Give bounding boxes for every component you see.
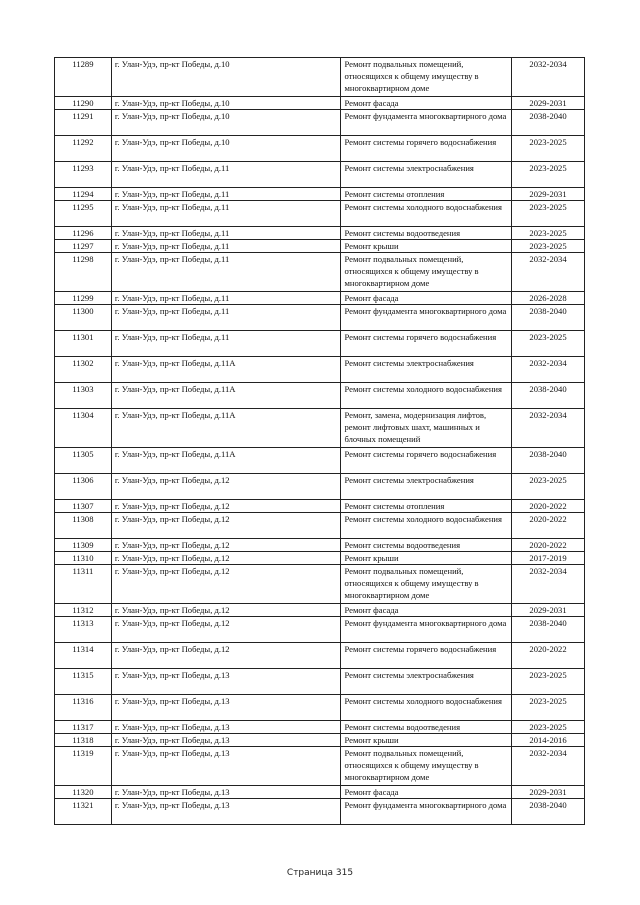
table-row (55, 253, 585, 292)
address-cell: г. Улан-Удэ, пр-кт Победы, д.11А (111, 409, 341, 448)
row-number-cell: 11315 (55, 669, 112, 695)
table-row (55, 604, 585, 617)
period-cell: 2029-2031 (512, 188, 585, 201)
period-cell: 2029-2031 (512, 97, 585, 110)
table-row (55, 474, 585, 500)
period-cell: 2038-2040 (512, 305, 585, 331)
row-number-cell: 11299 (55, 292, 112, 305)
address-cell: г. Улан-Удэ, пр-кт Победы, д.11А (111, 357, 341, 383)
work-type-cell: Ремонт фундамента многоквартирного дома (341, 110, 512, 136)
period-cell: 2023-2025 (512, 331, 585, 357)
period-cell: 2026-2028 (512, 292, 585, 305)
row-number-cell: 11302 (55, 357, 112, 383)
row-number-cell: 11294 (55, 188, 112, 201)
work-type-cell: Ремонт системы электроснабжения (341, 357, 512, 383)
table-row (55, 448, 585, 474)
table-row (55, 240, 585, 253)
row-number-cell: 11297 (55, 240, 112, 253)
row-number-cell: 11295 (55, 201, 112, 227)
work-type-cell: Ремонт системы горячего водоснабжения (341, 448, 512, 474)
row-number-cell: 11313 (55, 617, 112, 643)
table-row (55, 513, 585, 539)
period-cell: 2023-2025 (512, 721, 585, 734)
work-type-cell: Ремонт системы водоотведения (341, 539, 512, 552)
row-number-cell: 11311 (55, 565, 112, 604)
table-row (55, 500, 585, 513)
work-type-cell: Ремонт крыши (341, 552, 512, 565)
address-cell: г. Улан-Удэ, пр-кт Победы, д.12 (111, 500, 341, 513)
address-cell: г. Улан-Удэ, пр-кт Победы, д.10 (111, 110, 341, 136)
work-type-cell: Ремонт системы электроснабжения (341, 669, 512, 695)
work-type-cell: Ремонт подвальных помещений, относящихся к общему имуществу в многоквартирном доме (341, 253, 512, 292)
period-cell: 2029-2031 (512, 604, 585, 617)
table-row (55, 747, 585, 786)
row-number-cell: 11314 (55, 643, 112, 669)
period-cell: 2023-2025 (512, 227, 585, 240)
row-number-cell: 11300 (55, 305, 112, 331)
table-row (55, 331, 585, 357)
table-row (55, 643, 585, 669)
row-number-cell: 11309 (55, 539, 112, 552)
work-type-cell: Ремонт системы горячего водоснабжения (341, 136, 512, 162)
row-number-cell: 11301 (55, 331, 112, 357)
work-type-cell: Ремонт системы холодного водоснабжения (341, 695, 512, 721)
table-row (55, 305, 585, 331)
work-type-cell: Ремонт системы электроснабжения (341, 162, 512, 188)
address-cell: г. Улан-Удэ, пр-кт Победы, д.10 (111, 58, 341, 97)
table-row (55, 188, 585, 201)
address-cell: г. Улан-Удэ, пр-кт Победы, д.13 (111, 799, 341, 825)
address-cell: г. Улан-Удэ, пр-кт Победы, д.10 (111, 136, 341, 162)
row-number-cell: 11291 (55, 110, 112, 136)
period-cell: 2020-2022 (512, 513, 585, 539)
table-row (55, 201, 585, 227)
period-cell: 2032-2034 (512, 409, 585, 448)
work-type-cell: Ремонт крыши (341, 240, 512, 253)
work-type-cell: Ремонт фасада (341, 292, 512, 305)
address-cell: г. Улан-Удэ, пр-кт Победы, д.13 (111, 721, 341, 734)
table-row (55, 58, 585, 97)
table-row (55, 292, 585, 305)
period-cell: 2014-2016 (512, 734, 585, 747)
row-number-cell: 11289 (55, 58, 112, 97)
work-type-cell: Ремонт подвальных помещений, относящихся к общему имуществу в многоквартирном доме (341, 747, 512, 786)
row-number-cell: 11312 (55, 604, 112, 617)
row-number-cell: 11321 (55, 799, 112, 825)
period-cell: 2038-2040 (512, 617, 585, 643)
row-number-cell: 11303 (55, 383, 112, 409)
address-cell: г. Улан-Удэ, пр-кт Победы, д.11 (111, 331, 341, 357)
period-cell: 2023-2025 (512, 474, 585, 500)
table-row (55, 721, 585, 734)
table-body (55, 58, 585, 825)
address-cell: г. Улан-Удэ, пр-кт Победы, д.11 (111, 188, 341, 201)
row-number-cell: 11305 (55, 448, 112, 474)
period-cell: 2023-2025 (512, 669, 585, 695)
work-type-cell: Ремонт фасада (341, 786, 512, 799)
address-cell: г. Улан-Удэ, пр-кт Победы, д.12 (111, 643, 341, 669)
address-cell: г. Улан-Удэ, пр-кт Победы, д.11 (111, 162, 341, 188)
address-cell: г. Улан-Удэ, пр-кт Победы, д.11 (111, 227, 341, 240)
address-cell: г. Улан-Удэ, пр-кт Победы, д.11 (111, 305, 341, 331)
work-type-cell: Ремонт фундамента многоквартирного дома (341, 305, 512, 331)
table-row (55, 110, 585, 136)
work-type-cell: Ремонт системы горячего водоснабжения (341, 331, 512, 357)
table-row (55, 799, 585, 825)
address-cell: г. Улан-Удэ, пр-кт Победы, д.11А (111, 383, 341, 409)
address-cell: г. Улан-Удэ, пр-кт Победы, д.13 (111, 734, 341, 747)
period-cell: 2032-2034 (512, 565, 585, 604)
table-row (55, 97, 585, 110)
table-row (55, 409, 585, 448)
work-type-cell: Ремонт подвальных помещений, относящихся к общему имуществу в многоквартирном доме (341, 58, 512, 97)
address-cell: г. Улан-Удэ, пр-кт Победы, д.12 (111, 617, 341, 643)
period-cell: 2020-2022 (512, 539, 585, 552)
row-number-cell: 11317 (55, 721, 112, 734)
period-cell: 2020-2022 (512, 643, 585, 669)
row-number-cell: 11310 (55, 552, 112, 565)
period-cell: 2032-2034 (512, 253, 585, 292)
table-row (55, 383, 585, 409)
table-row (55, 539, 585, 552)
work-type-cell: Ремонт системы отопления (341, 188, 512, 201)
table-row (55, 734, 585, 747)
address-cell: г. Улан-Удэ, пр-кт Победы, д.11 (111, 292, 341, 305)
table-row (55, 162, 585, 188)
address-cell: г. Улан-Удэ, пр-кт Победы, д.11А (111, 448, 341, 474)
work-type-cell: Ремонт системы водоотведения (341, 721, 512, 734)
row-number-cell: 11296 (55, 227, 112, 240)
period-cell: 2023-2025 (512, 201, 585, 227)
row-number-cell: 11319 (55, 747, 112, 786)
work-type-cell: Ремонт системы электроснабжения (341, 474, 512, 500)
table-row (55, 227, 585, 240)
period-cell: 2017-2019 (512, 552, 585, 565)
row-number-cell: 11320 (55, 786, 112, 799)
address-cell: г. Улан-Удэ, пр-кт Победы, д.13 (111, 669, 341, 695)
row-number-cell: 11293 (55, 162, 112, 188)
work-type-cell: Ремонт системы водоотведения (341, 227, 512, 240)
table-row (55, 786, 585, 799)
period-cell: 2038-2040 (512, 799, 585, 825)
address-cell: г. Улан-Удэ, пр-кт Победы, д.13 (111, 695, 341, 721)
address-cell: г. Улан-Удэ, пр-кт Победы, д.12 (111, 552, 341, 565)
address-cell: г. Улан-Удэ, пр-кт Победы, д.12 (111, 565, 341, 604)
row-number-cell: 11298 (55, 253, 112, 292)
address-cell: г. Улан-Удэ, пр-кт Победы, д.13 (111, 747, 341, 786)
table-row (55, 617, 585, 643)
period-cell: 2038-2040 (512, 110, 585, 136)
work-type-cell: Ремонт крыши (341, 734, 512, 747)
row-number-cell: 11308 (55, 513, 112, 539)
table-row (55, 565, 585, 604)
period-cell: 2038-2040 (512, 383, 585, 409)
row-number-cell: 11292 (55, 136, 112, 162)
period-cell: 2032-2034 (512, 747, 585, 786)
period-cell: 2032-2034 (512, 357, 585, 383)
address-cell: г. Улан-Удэ, пр-кт Победы, д.12 (111, 513, 341, 539)
row-number-cell: 11318 (55, 734, 112, 747)
address-cell: г. Улан-Удэ, пр-кт Победы, д.11 (111, 201, 341, 227)
work-type-cell: Ремонт системы холодного водоснабжения (341, 201, 512, 227)
work-type-cell: Ремонт системы холодного водоснабжения (341, 383, 512, 409)
address-cell: г. Улан-Удэ, пр-кт Победы, д.12 (111, 539, 341, 552)
period-cell: 2023-2025 (512, 695, 585, 721)
work-type-cell: Ремонт подвальных помещений, относящихся к общему имуществу в многоквартирном доме (341, 565, 512, 604)
work-type-cell: Ремонт системы отопления (341, 500, 512, 513)
work-type-cell: Ремонт, замена, модернизация лифтов, ремонт лифтовых шахт, машинных и блочных помещений (341, 409, 512, 448)
work-type-cell: Ремонт фасада (341, 604, 512, 617)
period-cell: 2023-2025 (512, 162, 585, 188)
address-cell: г. Улан-Удэ, пр-кт Победы, д.13 (111, 786, 341, 799)
table-row (55, 695, 585, 721)
page-number: Страница 315 (286, 868, 354, 878)
period-cell: 2038-2040 (512, 448, 585, 474)
table-row (55, 552, 585, 565)
work-type-cell: Ремонт системы горячего водоснабжения (341, 643, 512, 669)
row-number-cell: 11306 (55, 474, 112, 500)
period-cell: 2032-2034 (512, 58, 585, 97)
table-row (55, 669, 585, 695)
address-cell: г. Улан-Удэ, пр-кт Победы, д.11 (111, 253, 341, 292)
address-cell: г. Улан-Удэ, пр-кт Победы, д.10 (111, 97, 341, 110)
table-row (55, 136, 585, 162)
repair-schedule-table (54, 57, 585, 825)
work-type-cell: Ремонт фундамента многоквартирного дома (341, 799, 512, 825)
period-cell: 2023-2025 (512, 136, 585, 162)
period-cell: 2023-2025 (512, 240, 585, 253)
period-cell: 2029-2031 (512, 786, 585, 799)
address-cell: г. Улан-Удэ, пр-кт Победы, д.12 (111, 604, 341, 617)
period-cell: 2020-2022 (512, 500, 585, 513)
row-number-cell: 11316 (55, 695, 112, 721)
table-row (55, 357, 585, 383)
work-type-cell: Ремонт фундамента многоквартирного дома (341, 617, 512, 643)
row-number-cell: 11290 (55, 97, 112, 110)
work-type-cell: Ремонт системы холодного водоснабжения (341, 513, 512, 539)
work-type-cell: Ремонт фасада (341, 97, 512, 110)
row-number-cell: 11307 (55, 500, 112, 513)
address-cell: г. Улан-Удэ, пр-кт Победы, д.12 (111, 474, 341, 500)
row-number-cell: 11304 (55, 409, 112, 448)
address-cell: г. Улан-Удэ, пр-кт Победы, д.11 (111, 240, 341, 253)
